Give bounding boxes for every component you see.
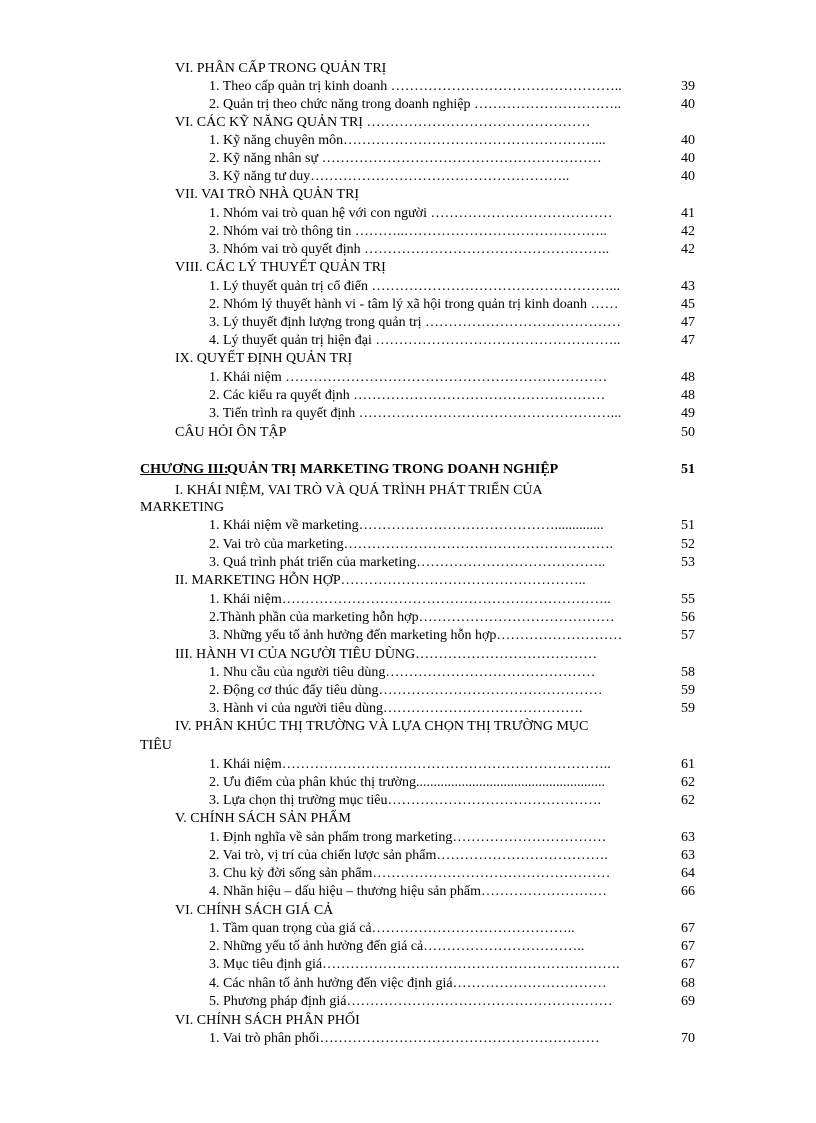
page-number: 67: [681, 957, 695, 972]
toc-entry: [0, 847, 816, 865]
page-number: 40: [681, 169, 695, 184]
toc-section: [0, 902, 816, 920]
chapter-page: 51: [681, 462, 695, 477]
toc-entry: [0, 517, 816, 535]
entry-title: 3. Lý thuyết định lượng trong quản trị ……………………………………: [209, 315, 622, 330]
page-number: 43: [681, 279, 695, 294]
toc-entry: [0, 150, 816, 168]
page-number: 63: [681, 848, 695, 863]
entry-title: 2. Vai trò của marketing………………………………………………….: [209, 537, 614, 552]
page-number: 51: [681, 518, 695, 533]
page-number: 59: [681, 701, 695, 716]
toc-entry: [0, 865, 816, 883]
toc-entry: [0, 664, 816, 682]
toc-entry: [0, 241, 816, 259]
toc-entry: [0, 774, 816, 792]
entry-title: IX. QUYẾT ĐỊNH QUẢN TRỊ: [175, 351, 353, 366]
toc-section-wrap: [0, 499, 816, 517]
page-number: 59: [681, 683, 695, 698]
page-number: 47: [681, 315, 695, 330]
entry-title: 2. Các kiểu ra quyết định ………………………………………………: [209, 388, 606, 403]
entry-title: 1. Vai trò phân phối……………………………………………………: [209, 1031, 600, 1046]
page-number: 40: [681, 133, 695, 148]
page-number: 53: [681, 555, 695, 570]
entry-title: 2.Thành phần của marketing hỗn hợp……………………………………: [209, 610, 615, 625]
entry-title: 3. Lựa chọn thị trường mục tiêu……………………………………….: [209, 793, 601, 808]
entry-title: CÂU HỎI ÔN TẬP: [175, 425, 287, 440]
entry-title: TIÊU: [140, 738, 172, 753]
entry-title: 3. Hành vi của người tiêu dùng…………………………………….: [209, 701, 583, 716]
entry-title: 2. Động cơ thúc đẩy tiêu dùng…………………………………………: [209, 683, 603, 698]
toc-entry: [0, 96, 816, 114]
entry-title: V. CHÍNH SÁCH SẢN PHẨM: [175, 811, 351, 826]
toc-entry: [0, 682, 816, 700]
page-number: 61: [681, 757, 695, 772]
toc-entry: [0, 792, 816, 810]
page-number: 66: [681, 884, 695, 899]
page-number: 68: [681, 976, 695, 991]
page-number: 63: [681, 830, 695, 845]
toc-entry: [0, 296, 816, 314]
toc-entry: [0, 314, 816, 332]
toc-entry: [0, 536, 816, 554]
entry-title: VI. CHÍNH SÁCH GIÁ CẢ: [175, 903, 334, 918]
toc-section: [0, 646, 816, 664]
toc-entry: [0, 938, 816, 956]
toc-section: [0, 718, 816, 736]
entry-title: MARKETING: [140, 500, 224, 515]
page-number: 67: [681, 921, 695, 936]
entry-title: 3. Tiến trình ra quyết định ………………………………………………...: [209, 406, 622, 421]
entry-title: 1. Định nghĩa về sản phẩm trong marketing……………………………: [209, 830, 607, 845]
page-number: 40: [681, 97, 695, 112]
toc-section: [0, 259, 816, 277]
entry-title: 1. Khái niệm……………………………………………………………..: [209, 757, 611, 772]
entry-title: 1. Kỹ năng chuyên môn………………………………………………...: [209, 133, 606, 148]
toc-entry: [0, 975, 816, 993]
entry-title: 1. Nhu cầu của người tiêu dùng………………………………………: [209, 665, 596, 680]
toc-section: [0, 1012, 816, 1030]
page-number: 58: [681, 665, 695, 680]
toc-entry: [0, 369, 816, 387]
entry-title: 1. Theo cấp quản trị kinh doanh …………………………………………..: [209, 79, 622, 94]
page-number: 39: [681, 79, 695, 94]
entry-title: 2. Những yếu tố ảnh hưởng đến giá cả……………………………..: [209, 939, 585, 954]
page-number: 50: [681, 425, 695, 440]
toc-section: [0, 60, 816, 78]
page-number: 42: [681, 242, 695, 257]
entry-title: III. HÀNH VI CỦA NGƯỜI TIÊU DÙNG…………………………………: [175, 647, 598, 662]
page-number: 57: [681, 628, 695, 643]
chapter-label: CHƯƠNG III:: [140, 462, 229, 477]
entry-title: 1. Khái niệm……………………………………………………………..: [209, 592, 611, 607]
page-number: 42: [681, 224, 695, 239]
page-number: 70: [681, 1031, 695, 1046]
entry-title: 1. Nhóm vai trò quan hệ với con người …………………………………: [209, 206, 613, 221]
entry-title: VI. CÁC KỸ NĂNG QUẢN TRỊ …………………………………………: [175, 115, 591, 130]
entry-title: 2. Kỹ năng nhân sự ……………………………………………………: [209, 151, 602, 166]
entry-title: 4. Nhãn hiệu – dấu hiệu – thương hiệu sản phẩm………………………: [209, 884, 607, 899]
toc-section: [0, 114, 816, 132]
entry-title: 2. Nhóm vai trò thông tin ………..……………………………………..: [209, 224, 607, 239]
toc-entry: [0, 554, 816, 572]
toc-entry: [0, 591, 816, 609]
entry-title: VIII. CÁC LÝ THUYẾT QUẢN TRỊ: [175, 260, 386, 275]
page-number: 55: [681, 592, 695, 607]
toc-entry: [0, 1030, 816, 1048]
toc-entry: [0, 205, 816, 223]
chapter-heading: [0, 461, 816, 479]
chapter-title: QUẢN TRỊ MARKETING TRONG DOANH NGHIỆP: [227, 462, 559, 477]
page-number: 64: [681, 866, 695, 881]
toc-section-wrap: [0, 737, 816, 755]
page-number: 45: [681, 297, 695, 312]
entry-title: 1. Khái niệm về marketing……………………………………..............: [209, 518, 604, 533]
toc-entry: [0, 78, 816, 96]
entry-title: 4. Các nhân tố ảnh hưởng đến việc định giá……………………………: [209, 976, 607, 991]
page-number: 52: [681, 537, 695, 552]
entry-title: 3. Những yếu tố ảnh hưởng đến marketing hỗn hợp………………………: [209, 628, 623, 643]
toc-section: [0, 424, 816, 442]
page-number: 67: [681, 939, 695, 954]
entry-title: I. KHÁI NIỆM, VAI TRÒ VÀ QUÁ TRÌNH PHÁT TRIỂN CỦA: [175, 483, 543, 498]
toc-entry: [0, 700, 816, 718]
entry-title: VII. VAI TRÒ NHÀ QUẢN TRỊ: [175, 187, 360, 202]
page-number: 49: [681, 406, 695, 421]
entry-title: VI. PHÂN CẤP TRONG QUẢN TRỊ: [175, 61, 387, 76]
toc-entry: [0, 332, 816, 350]
toc-entry: [0, 756, 816, 774]
entry-title: 5. Phương pháp định giá…………………………………………………: [209, 994, 613, 1009]
toc-entry: [0, 278, 816, 296]
page-number: 56: [681, 610, 695, 625]
toc-entry: [0, 387, 816, 405]
entry-title: 1. Lý thuyết quản trị cổ điển ……………………………………………...: [209, 279, 621, 294]
page-number: 41: [681, 206, 695, 221]
toc-section: [0, 810, 816, 828]
toc-section: [0, 482, 816, 500]
toc-entry: [0, 223, 816, 241]
entry-title: 2. Vai trò, vị trí của chiến lược sản phẩm……………………………….: [209, 848, 608, 863]
toc-entry: [0, 883, 816, 901]
entry-title: II. MARKETING HỖN HỢP……………………………………………..: [175, 573, 586, 588]
toc-entry: [0, 956, 816, 974]
entry-title: 2. Quản trị theo chức năng trong doanh nghiệp …………………………..: [209, 97, 621, 112]
entry-title: IV. PHÂN KHÚC THỊ TRƯỜNG VÀ LỰA CHỌN THỊ TRƯỜNG MỤC: [175, 719, 589, 734]
toc-section: [0, 350, 816, 368]
toc-entry: [0, 993, 816, 1011]
toc-section: [0, 186, 816, 204]
toc-section: [0, 572, 816, 590]
toc-entry: [0, 609, 816, 627]
entry-title: 1. Khái niệm ……………………………………………………………: [209, 370, 608, 385]
toc-entry: [0, 829, 816, 847]
entry-title: 2. Nhóm lý thuyết hành vi - tâm lý xã hội trong quản trị kinh doanh ……: [209, 297, 619, 312]
entry-title: 3. Chu kỳ đời sống sản phẩm……………………………………………: [209, 866, 611, 881]
toc-entry: [0, 132, 816, 150]
toc-entry: [0, 920, 816, 938]
page-number: 48: [681, 370, 695, 385]
entry-title: 4. Lý thuyết quản trị hiện đại ……………………………………………..: [209, 333, 621, 348]
page-number: 48: [681, 388, 695, 403]
toc-entry: [0, 168, 816, 186]
page-number: 62: [681, 775, 695, 790]
page-number: 62: [681, 793, 695, 808]
page-number: 69: [681, 994, 695, 1009]
entry-title: 3. Mục tiêu định giá……………………………………………………….: [209, 957, 620, 972]
page-number: 47: [681, 333, 695, 348]
entry-title: 3. Kỹ năng tư duy………………………………………………..: [209, 169, 570, 184]
toc-entry: [0, 627, 816, 645]
entry-title: 3. Quá trình phát triển của marketing…………………………………..: [209, 555, 606, 570]
entry-title: 1. Tầm quan trọng của giá cả……………………………………..: [209, 921, 575, 936]
page-number: 40: [681, 151, 695, 166]
entry-title: 2. Ưu điểm của phân khúc thị trường......................................................: [209, 775, 606, 790]
entry-title: VI. CHÍNH SÁCH PHÂN PHỐI: [175, 1013, 360, 1028]
entry-title: 3. Nhóm vai trò quyết định ……………………………………………..: [209, 242, 610, 257]
toc-entry: [0, 405, 816, 423]
